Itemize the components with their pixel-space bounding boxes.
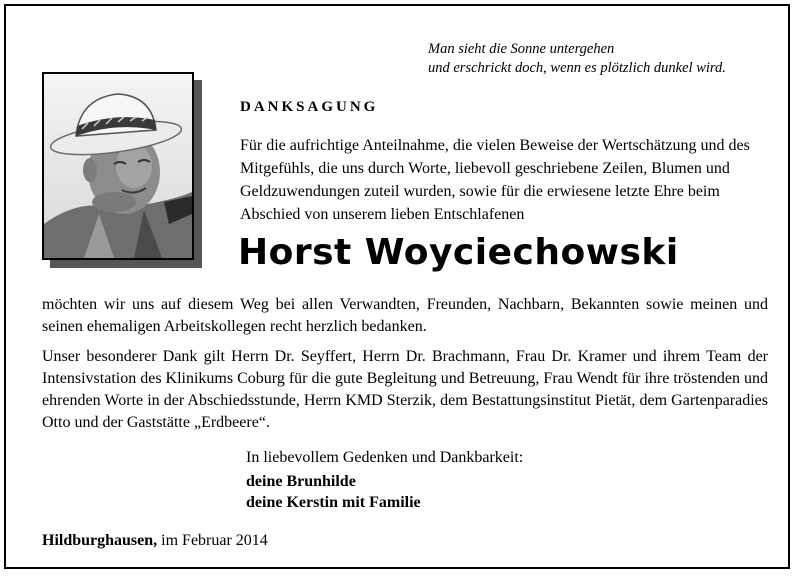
signer-2: deine Kerstin mit Familie [246, 494, 421, 511]
deceased-name: Horst Woyciechowski [238, 232, 679, 273]
closing-line: In liebevollem Gedenken und Dankbarkeit: [246, 449, 524, 466]
special-thanks-paragraph: Unser besonderer Dank gilt Herrn Dr. Seyffert, Herrn Dr. Brachmann, Frau Dr. Kramer und ihrem Team der Intensivstation des Klinikums Coburg für die gute Begleitung und Betreuung, Frau Wendt für ihre tröstenden und ehrenden Worte in der Abschiedsstunde, Herrn KMD Sterzik, dem Bestattungsinstitut Pietät, dem Gartenparadies Otto und der Gaststätte „Erdbeere“. [42, 348, 769, 431]
thanks-paragraph: möchten wir uns auf diesem Weg bei allen Verwandten, Freunden, Nachbarn, Bekannten sowie meinen und seinen ehemaligen Arbeitskollegen recht herzlich bedanken. [42, 296, 768, 335]
date-text: im Februar 2014 [161, 532, 268, 549]
place-date-line [42, 530, 268, 552]
epigraph-quote [428, 40, 788, 78]
place-name: Hildburghausen, [42, 532, 158, 549]
obituary-notice [4, 4, 790, 569]
photo-frame [42, 72, 194, 260]
portrait-image [44, 74, 192, 258]
quote-line-2: und erschrickt doch, wenn es plötzlich dunkel wird. [428, 60, 726, 76]
quote-line-1: Man sieht die Sonne untergehen [428, 41, 615, 57]
signer-1: deine Brunhilde [246, 473, 356, 490]
heading-danksagung: DANKSAGUNG [240, 99, 379, 115]
intro-text: Für die aufrichtige Anteilnahme, die vielen Beweise der Wertschätzung und des Mitgefühls, die uns durch Worte, liebevoll geschriebene Zeilen, Blumen und Geldzuwendungen zuteil wurden, sowie für die erwiesene letzte Ehre beim Abschied von unserem lieben Entschlafenen [240, 137, 750, 223]
